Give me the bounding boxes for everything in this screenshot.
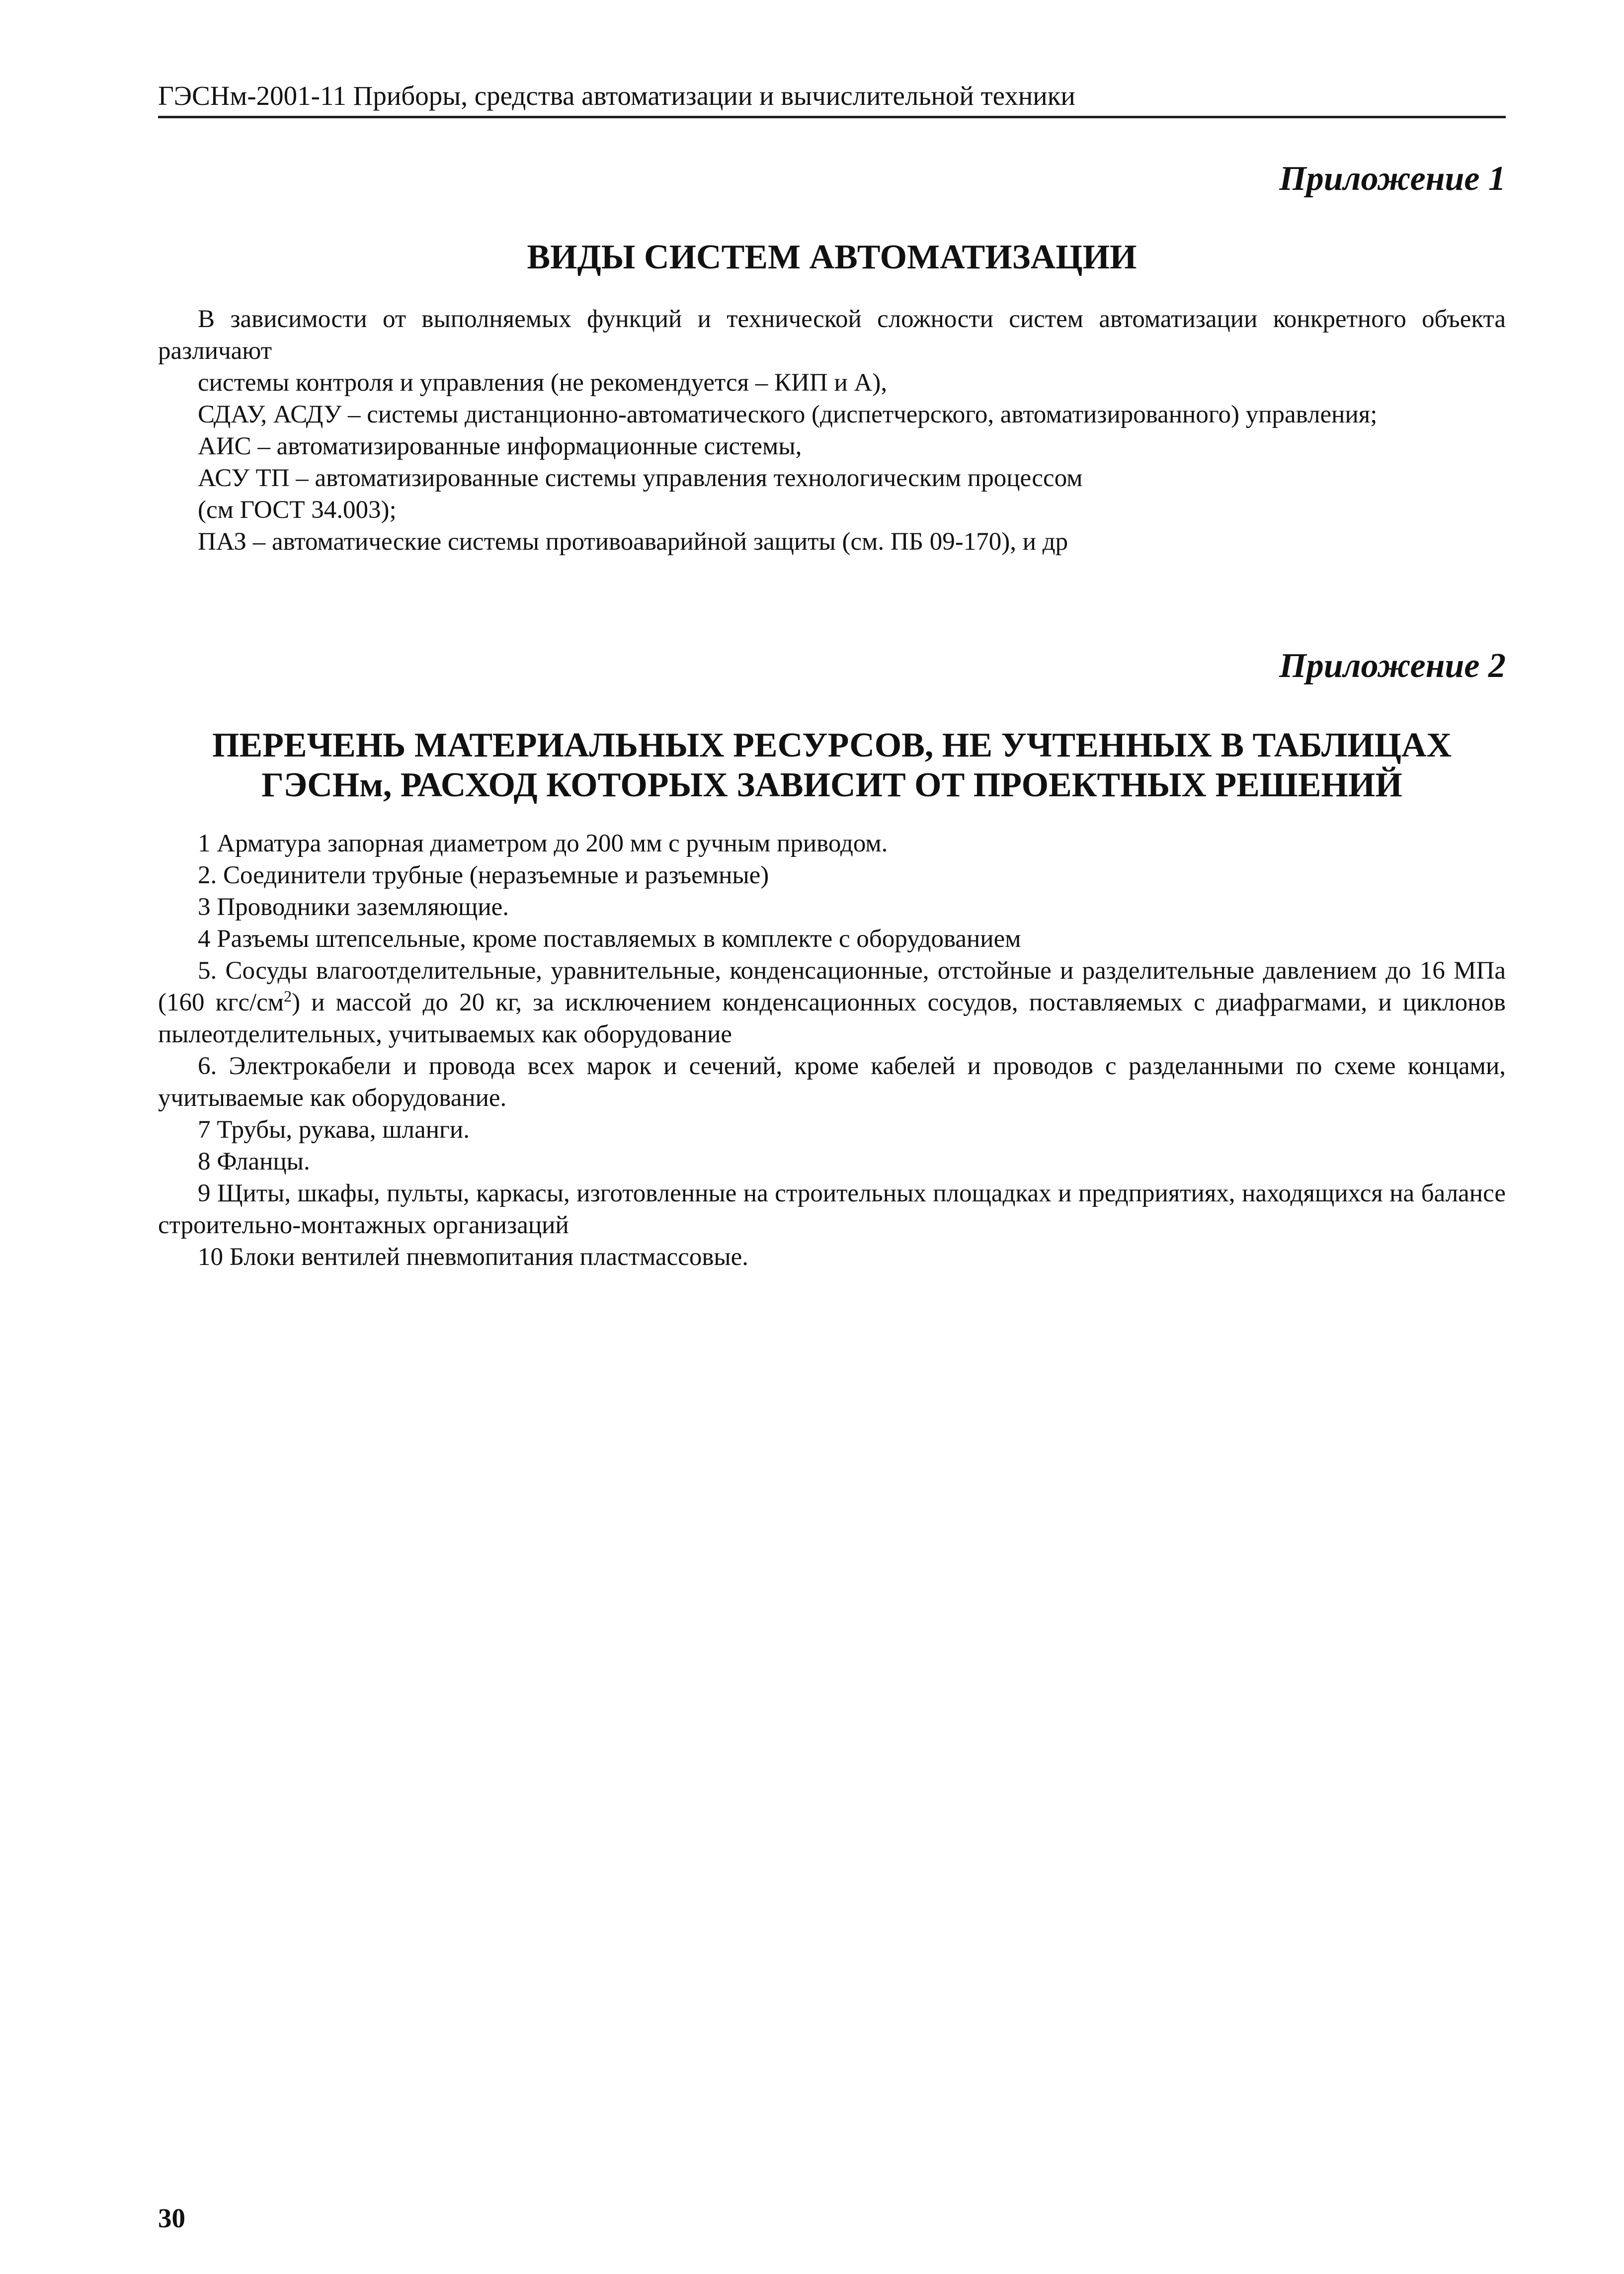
list-item: 4 Разъемы штепсельные, кроме поставляемых в комплекте с оборудованием [198, 925, 1021, 953]
appendix-2-label: Приложение 2 [1279, 647, 1506, 685]
appendix-1-label: Приложение 1 [1279, 160, 1506, 198]
system-type-line: АСУ ТП – автоматизированные системы управления технологическим процессом [198, 464, 1083, 492]
superscript: 2 [284, 987, 292, 1005]
appendix-2-title [158, 726, 1506, 805]
appendix-1-intro: В зависимости от выполняемых функций и технической сложности систем автоматизации конкретного объекта различают [158, 305, 1506, 365]
system-type-line: (см ГОСТ 34.003); [198, 496, 397, 524]
list-item-5-text-cont: ) и массой до 20 кг, за исключением конденсационных сосудов, поставляемых с диафрагмами, и циклонов пылеотделительных, учитываемых как оборудование [158, 989, 1506, 1048]
system-type-line: АИС – автоматизированные информационные системы, [198, 432, 802, 460]
appendix-1-body [158, 303, 1506, 558]
materials-list [158, 828, 1506, 1273]
system-type-line: системы контроля и управления (не рекомендуется – КИП и А), [198, 369, 888, 397]
list-item: 2. Соединители трубные (неразъемные и разъемные) [198, 861, 769, 889]
list-item: 10 Блоки вентилей пневмопитания пластмассовые. [198, 1243, 749, 1271]
list-item: 3 Проводники заземляющие. [198, 893, 509, 921]
list-item: 1 Арматура запорная диаметром до 200 мм с ручным приводом. [198, 830, 888, 857]
list-item: 7 Трубы, рукава, шланги. [198, 1116, 470, 1144]
page-number: 30 [158, 2203, 185, 2233]
list-item-5 [158, 955, 1506, 1050]
appendix-1-title: ВИДЫ СИСТЕМ АВТОМАТИЗАЦИИ [527, 238, 1137, 276]
header-rule [158, 116, 1506, 118]
list-item-5-text: 5. Сосуды влагоотделительные, уравнительные, конденсационные, отстойные и разделительные давлением до 16 МПа (160 кгс/см [158, 957, 1506, 1016]
appendix-2-title-line-2: ГЭСНм, РАСХОД КОТОРЫХ ЗАВИСИТ ОТ ПРОЕКТНЫХ РЕШЕНИЙ [261, 766, 1402, 804]
system-type-line: ПАЗ – автоматические системы противоаварийной защиты (см. ПБ 09-170), и др [198, 528, 1068, 556]
system-type-line: СДАУ, АСДУ – системы дистанционно-автоматического (диспетчерского, автоматизированного) управления; [198, 401, 1378, 428]
list-item: 6. Электрокабели и провода всех марок и сечений, кроме кабелей и проводов с разделанными по схеме концами, учитываемые как оборудование. [158, 1052, 1506, 1112]
list-item: 8 Фланцы. [198, 1148, 310, 1176]
list-item: 9 Щиты, шкафы, пульты, каркасы, изготовленные на строительных площадках и предприятиях, находящихся на балансе строительно-монтажных организаций [158, 1179, 1506, 1239]
appendix-2-title-line-1: ПЕРЕЧЕНЬ МАТЕРИАЛЬНЫХ РЕСУРСОВ, НЕ УЧТЕННЫХ В ТАБЛИЦАХ [212, 726, 1452, 764]
page-header: ГЭСНм-2001-11 Приборы, средства автоматизации и вычислительной техники [158, 81, 1075, 111]
